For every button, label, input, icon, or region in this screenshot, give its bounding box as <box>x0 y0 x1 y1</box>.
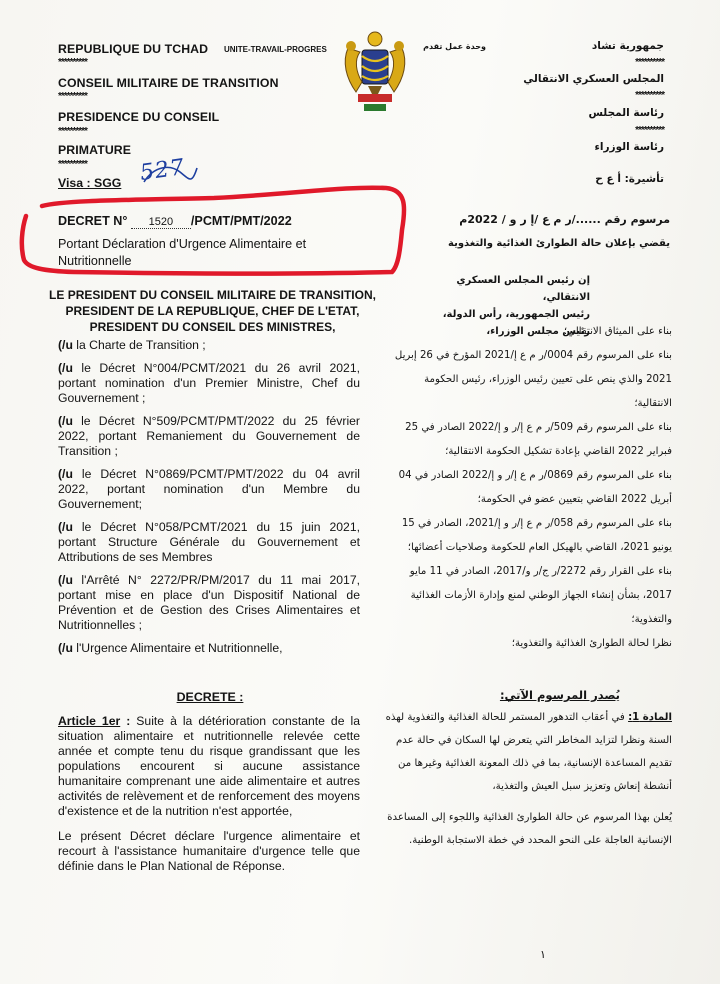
article-1-ar-label: المادة 1: <box>628 712 672 723</box>
decrete-heading-ar: يُصدر المرسوم الآتي: <box>499 688 620 702</box>
article-1-label: Article 1er <box>58 714 121 728</box>
article-1-ar <box>384 706 672 852</box>
decree-title-ar: مرسوم رقم ....../ر م ع /إ ر و / 2022م <box>459 213 670 226</box>
president-title-line: LE PRESIDENT DU CONSEIL MILITAIRE DE TRANSITION, <box>49 288 376 302</box>
visa-item: (/u l'Arrêté N° 2272/PR/PM/2017 du 11 mai 2017, portant mise en place d'un Dispositif National de Prévention et de Gestion des Crises Alimentaires et Nutritionnelles ; <box>58 573 360 632</box>
presidency-name-ar: رئاسة المجلس <box>588 107 664 119</box>
visa-item-ar: بناء على الميثاق الانتقالي؛ <box>563 326 672 337</box>
separator-stars: ********** <box>58 91 87 102</box>
visa-label-ar: تأشيرة: أ ع ح <box>595 173 664 185</box>
visa-item: (/u le Décret N°004/PCMT/2021 du 26 avril 2021, portant nomination d'un Premier Ministre, Chef du Gouvernement ; <box>58 361 360 405</box>
council-name: CONSEIL MILITAIRE DE TRANSITION <box>58 76 279 90</box>
visa-item: (/u le Décret N°0869/PCMT/PMT/2022 du 04 avril 2022, portant nomination d'un Membre du Gouvernement; <box>58 467 360 511</box>
president-title-ar-line: رئيس الجمهورية، رأس الدولة، <box>442 309 590 320</box>
separator-stars: ********** <box>58 159 87 170</box>
separator-stars: ********** <box>635 125 664 136</box>
separator-stars: ********** <box>58 57 87 68</box>
visa-item-ar: بناء على المرسوم رقم 0869/ر م ع إ/ر و إ/2022 الصادر في 04 أبريل 2022 القاضي بتعيين عضو في الحكومة؛ <box>398 470 672 505</box>
visa-item: (/u l'Urgence Alimentaire et Nutritionnelle, <box>58 641 283 655</box>
presidency-name: PRESIDENCE DU CONSEIL <box>58 110 220 124</box>
visa-item-ar: بناء على المرسوم رقم 0004/ر م ع إ/2021 المؤرخ في 26 إبريل 2021 والذي ينص على تعيين رئيس الوزراء، رئيس الحكومة الانتقالية؛ <box>394 350 672 409</box>
article-1-paragraph-2: Le présent Décret déclare l'urgence alimentaire et recourt à l'assistance humanitaire d'urgence telle que définie dans le Plan National de Réponse. <box>58 829 360 873</box>
article-1-ar-paragraph: المادة 1: في أعقاب التدهور المستمر للحالة الغذائية والتغذوية لهذه السنة ونظرا لتزايد المخاطر التي يتعرض لها السكان في حالة عدم تقديم المساعدة الإنسانية، بما في ذلك المعونة الغذائية وغيرها من أنشطة إنعاش وتعزيز سبل العيش والتغذية، <box>385 712 672 792</box>
visa-handwritten-mark: 527 <box>138 154 187 187</box>
page-number: ١ <box>540 948 546 961</box>
president-title-ar-line: رئيس مجلس الوزراء، <box>486 326 590 337</box>
visa-item: (/u la Charte de Transition ; <box>58 338 206 352</box>
motto-fr: UNITE-TRAVAIL-PROGRES <box>224 45 327 54</box>
decree-suffix: /PCMT/PMT/2022 <box>190 214 292 228</box>
primature-name: PRIMATURE <box>58 143 132 157</box>
primature-name-ar: رئاسة الوزراء <box>594 141 664 153</box>
visa-text: Visa : SGG <box>58 176 122 190</box>
republic-name: REPUBLIQUE DU TCHAD <box>58 42 209 56</box>
president-title-ar-line: إن رئيس المجلس العسكري الانتقالي، <box>456 275 590 303</box>
republic-name-ar: جمهورية تشاد <box>591 40 664 52</box>
visa-item-ar: بناء على المرسوم رقم 058/ر م ع إ/ر و إ/2021، الصادر في 15 يونيو 2021، القاضي بالهيكل العام للحكومة وصلاحيات أعضائها؛ <box>401 518 672 553</box>
article-1-paragraph: Article 1er : Suite à la détérioration constante de la situation alimentaire et nutritionnelle relevée cette année et compte tenu du risque grandissant que les populations encourent si aucune assistance humanitaire comprenant une aide alimentaire et autres activités de relèvement et de renforcement des moyens d'existence et de la nutrition n'est apportée, <box>58 714 360 818</box>
separator-stars: ********** <box>635 57 664 68</box>
visa-item-ar: نظرا لحالة الطوارئ الغذائية والتغذوية؛ <box>511 638 672 649</box>
visa-item: (/u le Décret N°509/PCMT/PMT/2022 du 25 février 2022, portant Remaniement du Gouvernement de Transition ; <box>58 414 360 458</box>
president-title-line: PRESIDENT DE LA REPUBLIQUE, CHEF DE L'ETAT, <box>65 304 360 318</box>
decree-number: 1520 <box>131 216 191 229</box>
visa-item: (/u le Décret N°058/PCMT/2021 du 15 juin 2021, portant Structure Générale du Gouvernement et Attributions de ses Membres <box>58 520 360 564</box>
red-highlight-mark <box>14 176 414 282</box>
coat-of-arms-emblem <box>338 22 412 118</box>
article-1 <box>58 714 360 874</box>
decree-subject: Portant Déclaration d'Urgence Alimentaire et Nutritionnelle <box>58 237 307 268</box>
decree-subject-ar: يقضي بإعلان حالة الطوارئ الغذائية والتغذوية <box>448 238 670 249</box>
council-name-ar: المجلس العسكري الانتقالي <box>523 73 664 85</box>
decrete-heading: DECRETE : <box>176 690 244 704</box>
visa-item-ar: بناء على المرسوم رقم 509/ر م ع إ/ر و إ/2022 الصادر في 25 فبراير 2022 القاضي بإعادة تشكيل الحكومة الانتقالية؛ <box>405 422 672 457</box>
motto-ar: وحدة عمل تقدم <box>423 42 486 51</box>
visas-list-ar <box>384 320 672 656</box>
visas-list <box>58 338 360 656</box>
decree-prefix: DECRET N° <box>58 214 128 228</box>
visa-item-ar: بناء على القرار رقم 2272/ر ج/ر و/2017، الصادر في 11 مايو 2017، بشأن إنشاء الجهاز الوطني لمنع وإدارة الأزمات الغذائية والتغذوية؛ <box>409 566 672 625</box>
president-title <box>40 287 385 335</box>
article-1-ar-paragraph-2: يُعلن بهذا المرسوم عن حالة الطوارئ الغذائية واللجوء إلى المساعدة الإنسانية العاجلة على النحو المحدد في خطة الاستجابة الوطنية. <box>387 812 672 846</box>
separator-stars: ********** <box>635 90 664 101</box>
separator-stars: ********** <box>58 126 87 137</box>
president-title-line: PRESIDENT DU CONSEIL DES MINISTRES, <box>89 320 336 334</box>
